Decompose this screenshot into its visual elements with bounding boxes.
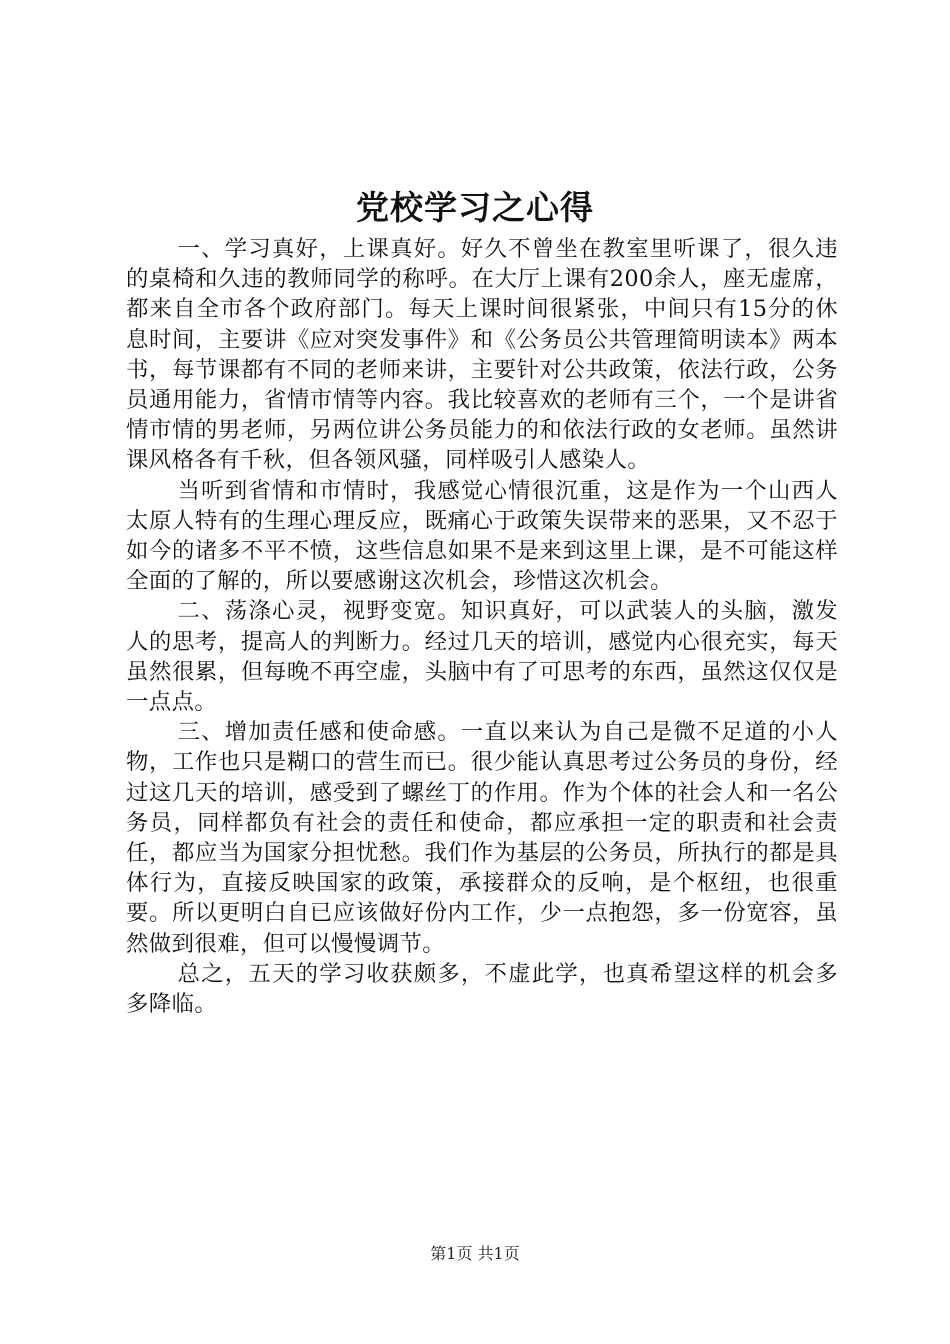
paragraph-3: 二、荡涤心灵，视野变宽。知识真好，可以武装人的头脑，激发人的思考，提高人的判断力。经过几天的培训，感觉内心很充实，每天虽然很累，但每晚不再空虚，头脑中有了可思考的东西，虽然这仅仅是一点点。 xyxy=(126,598,838,716)
paragraph-1: 一、学习真好，上课真好。好久不曾坐在教室里听课了，很久违的桌椅和久违的教师同学的称呼。在大厅上课有200余人，座无虚席，都来自全市各个政府部门。每天上课时间很紧张，中间只有15分的休息时间，主要讲《应对突发事件》和《公务员公共管理简明读本》两本书，每节课都有不同的老师来讲，主要针对公共政策，依法行政，公务员通用能力，省情市情等内容。我比较喜欢的老师有三个，一个是讲省情市情的男老师，另两位讲公务员能力的和依法行政的女老师。虽然讲课风格各有千秋，但各领风骚，同样吸引人感染人。 xyxy=(126,236,838,474)
page-number-footer: 第1页 共1页 xyxy=(430,1244,520,1263)
document-body xyxy=(126,234,838,1019)
paragraph-2: 当听到省情和市情时，我感觉心情很沉重，这是作为一个山西人太原人特有的生理心理反应，既痛心于政策失误带来的恶果，又不忍于如今的诸多不平不愤，这些信息如果不是来到这里上课，是不可能这样全面的了解的，所以要感谢这次机会，珍惜这次机会。 xyxy=(126,477,838,595)
paragraph-4: 三、增加责任感和使命感。一直以来认为自己是微不足道的小人物，工作也只是糊口的营生而已。很少能认真思考过公务员的身份，经过这几天的培训，感受到了螺丝丁的作用。作为个体的社会人和一名公务员，同样都负有社会的责任和使命，都应承担一定的职责和社会责任，都应当为国家分担忧愁。我们作为基层的公务员，所执行的都是具体行为，直接反映国家的政策，承接群众的反响，是个枢纽，也很重要。所以更明白自已应该做好份内工作，少一点抱怨，多一份宽容，虽然做到很难，但可以慢慢调节。 xyxy=(126,719,838,957)
document-title: 党校学习之心得 xyxy=(356,188,594,227)
paragraph-5: 总之，五天的学习收获颇多，不虚此学，也真希望这样的机会多多降临。 xyxy=(126,960,838,1018)
